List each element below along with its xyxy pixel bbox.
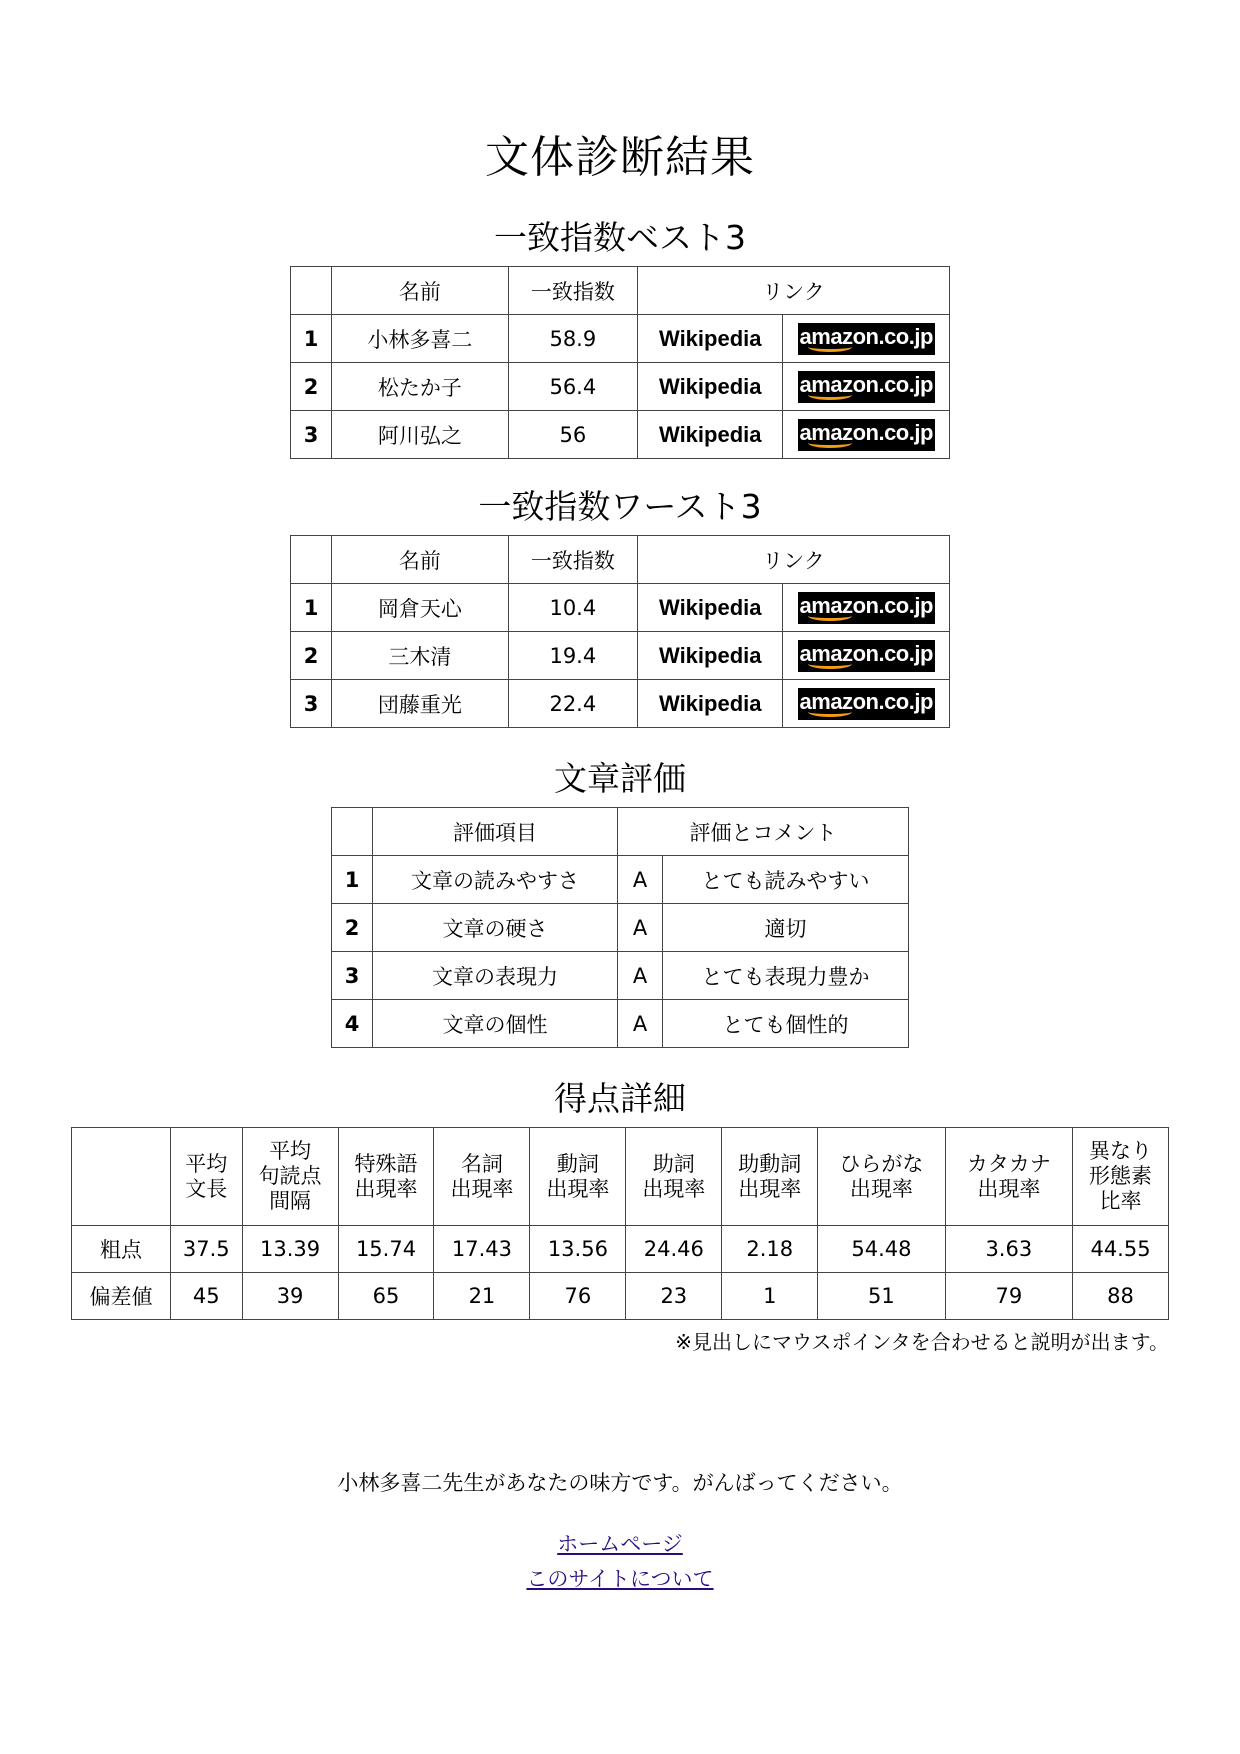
best-name: 阿川弘之 <box>332 411 509 459</box>
evaluation-item: 文章の表現力 <box>373 952 618 1000</box>
scores-cell: 44.55 <box>1073 1226 1169 1273</box>
scores-header-particle-rate[interactable]: 助詞 出現率 <box>626 1128 722 1226</box>
evaluation-comment: とても読みやすい <box>663 856 909 904</box>
worst-header-row <box>291 536 950 584</box>
worst-table <box>290 535 950 728</box>
about-site-link[interactable]: このサイトについて <box>526 1567 714 1591</box>
best-name: 松たか子 <box>332 363 509 411</box>
scores-header-katakana-rate[interactable]: カタカナ 出現率 <box>945 1128 1072 1226</box>
encouragement-message: 小林多喜二先生があなたの味方です。がんばってください。 <box>337 1471 903 1495</box>
worst-row-2 <box>291 632 950 680</box>
scores-cell: 15.74 <box>338 1226 434 1273</box>
evaluation-header-index <box>332 808 373 856</box>
evaluation-grade: A <box>618 856 663 904</box>
best-rank: 1 <box>291 315 332 363</box>
evaluation-item: 文章の個性 <box>373 1000 618 1048</box>
best-amazon-link[interactable] <box>783 411 950 459</box>
worst-amazon-link[interactable] <box>783 632 950 680</box>
scores-header-noun-rate[interactable]: 名詞 出現率 <box>434 1128 530 1226</box>
scores-header-avg-sentence-length[interactable]: 平均 文長 <box>171 1128 243 1226</box>
best-wikipedia-link[interactable]: Wikipedia <box>638 315 783 363</box>
worst-rank: 2 <box>291 632 332 680</box>
scores-cell: 51 <box>818 1273 945 1320</box>
scores-cell: 54.48 <box>818 1226 945 1273</box>
worst-rank: 1 <box>291 584 332 632</box>
evaluation-comment: とても表現力豊か <box>663 952 909 1000</box>
best-header-name: 名前 <box>332 267 509 315</box>
amazon-logo-icon[interactable]: amazon.co.jp <box>798 371 935 403</box>
best-header-index <box>291 267 332 315</box>
amazon-logo-icon[interactable]: amazon.co.jp <box>798 688 935 720</box>
best-rank: 3 <box>291 411 332 459</box>
footer-links <box>0 1527 1240 1597</box>
evaluation-comment: 適切 <box>663 904 909 952</box>
best-wikipedia-link[interactable]: Wikipedia <box>638 411 783 459</box>
scores-cell: 39 <box>242 1273 338 1320</box>
worst-header-name: 名前 <box>332 536 509 584</box>
worst-rank: 3 <box>291 680 332 728</box>
worst-score: 10.4 <box>508 584 637 632</box>
worst-name: 三木清 <box>332 632 509 680</box>
worst-amazon-link[interactable] <box>783 584 950 632</box>
best-row-2 <box>291 363 950 411</box>
scores-cell: 37.5 <box>171 1226 243 1273</box>
evaluation-grade: A <box>618 904 663 952</box>
scores-deviation-row <box>72 1273 1169 1320</box>
best-score: 56 <box>508 411 637 459</box>
amazon-logo-icon[interactable]: amazon.co.jp <box>798 592 935 624</box>
best-score: 56.4 <box>508 363 637 411</box>
worst-score: 22.4 <box>508 680 637 728</box>
scores-row-label: 偏差値 <box>72 1273 171 1320</box>
best-header-row <box>291 267 950 315</box>
evaluation-heading: 文章評価 <box>554 759 686 798</box>
best-amazon-link[interactable] <box>783 363 950 411</box>
scores-heading: 得点詳細 <box>554 1079 686 1118</box>
scores-header-special-words[interactable]: 特殊語 出現率 <box>338 1128 434 1226</box>
evaluation-grade: A <box>618 1000 663 1048</box>
amazon-logo-icon[interactable]: amazon.co.jp <box>798 419 935 451</box>
amazon-logo-icon[interactable]: amazon.co.jp <box>798 640 935 672</box>
best-header-link: リンク <box>638 267 950 315</box>
scores-cell: 65 <box>338 1273 434 1320</box>
scores-cell: 88 <box>1073 1273 1169 1320</box>
scores-cell: 79 <box>945 1273 1072 1320</box>
evaluation-row-4 <box>332 1000 909 1048</box>
scores-cell: 1 <box>722 1273 818 1320</box>
evaluation-header-comment: 評価とコメント <box>618 808 909 856</box>
best-row-1 <box>291 315 950 363</box>
scores-cell: 23 <box>626 1273 722 1320</box>
homepage-link[interactable]: ホームページ <box>557 1532 683 1556</box>
worst-heading: 一致指数ワースト3 <box>478 487 762 526</box>
evaluation-row-3 <box>332 952 909 1000</box>
best-wikipedia-link[interactable]: Wikipedia <box>638 363 783 411</box>
scores-header-hiragana-rate[interactable]: ひらがな 出現率 <box>818 1128 945 1226</box>
scores-cell: 13.56 <box>530 1226 626 1273</box>
best-row-3 <box>291 411 950 459</box>
scores-header-auxverb-rate[interactable]: 助動詞 出現率 <box>722 1128 818 1226</box>
evaluation-header-row <box>332 808 909 856</box>
worst-row-1 <box>291 584 950 632</box>
best-header-score: 一致指数 <box>508 267 637 315</box>
evaluation-comment: とても個性的 <box>663 1000 909 1048</box>
scores-cell: 21 <box>434 1273 530 1320</box>
scores-cell: 3.63 <box>945 1226 1072 1273</box>
best-heading: 一致指数ベスト3 <box>494 218 746 257</box>
page-title: 文体診断結果 <box>485 132 755 183</box>
evaluation-rank: 1 <box>332 856 373 904</box>
worst-row-3 <box>291 680 950 728</box>
amazon-logo-icon[interactable]: amazon.co.jp <box>798 323 935 355</box>
best-score: 58.9 <box>508 315 637 363</box>
evaluation-header-item: 評価項目 <box>373 808 618 856</box>
worst-header-score: 一致指数 <box>508 536 637 584</box>
scores-table <box>71 1127 1169 1320</box>
best-amazon-link[interactable] <box>783 315 950 363</box>
scores-cell: 24.46 <box>626 1226 722 1273</box>
evaluation-rank: 2 <box>332 904 373 952</box>
scores-header-punctuation-interval[interactable]: 平均 句読点 間隔 <box>242 1128 338 1226</box>
scores-cell: 76 <box>530 1273 626 1320</box>
worst-wikipedia-link[interactable]: Wikipedia <box>638 584 783 632</box>
worst-name: 団藤重光 <box>332 680 509 728</box>
evaluation-item: 文章の硬さ <box>373 904 618 952</box>
evaluation-row-1 <box>332 856 909 904</box>
scores-cell: 13.39 <box>242 1226 338 1273</box>
best-rank: 2 <box>291 363 332 411</box>
evaluation-table <box>331 807 909 1048</box>
scores-header-row <box>72 1128 1169 1226</box>
scores-cell: 17.43 <box>434 1226 530 1273</box>
scores-header-verb-rate[interactable]: 動詞 出現率 <box>530 1128 626 1226</box>
evaluation-grade: A <box>618 952 663 1000</box>
evaluation-rank: 3 <box>332 952 373 1000</box>
scores-cell: 45 <box>171 1273 243 1320</box>
worst-amazon-link[interactable] <box>783 680 950 728</box>
best-table <box>290 266 950 459</box>
worst-name: 岡倉天心 <box>332 584 509 632</box>
worst-header-index <box>291 536 332 584</box>
scores-cell: 2.18 <box>722 1226 818 1273</box>
evaluation-row-2 <box>332 904 909 952</box>
scores-row-label: 粗点 <box>72 1226 171 1273</box>
worst-wikipedia-link[interactable]: Wikipedia <box>638 632 783 680</box>
worst-score: 19.4 <box>508 632 637 680</box>
evaluation-item: 文章の読みやすさ <box>373 856 618 904</box>
scores-header-morpheme-ratio[interactable]: 異なり 形態素 比率 <box>1073 1128 1169 1226</box>
evaluation-rank: 4 <box>332 1000 373 1048</box>
scores-raw-row <box>72 1226 1169 1273</box>
best-name: 小林多喜二 <box>332 315 509 363</box>
worst-header-link: リンク <box>638 536 950 584</box>
worst-wikipedia-link[interactable]: Wikipedia <box>638 680 783 728</box>
scores-note: ※見出しにマウスポインタを合わせると説明が出ます。 <box>675 1330 1169 1354</box>
scores-header-corner <box>72 1128 171 1226</box>
